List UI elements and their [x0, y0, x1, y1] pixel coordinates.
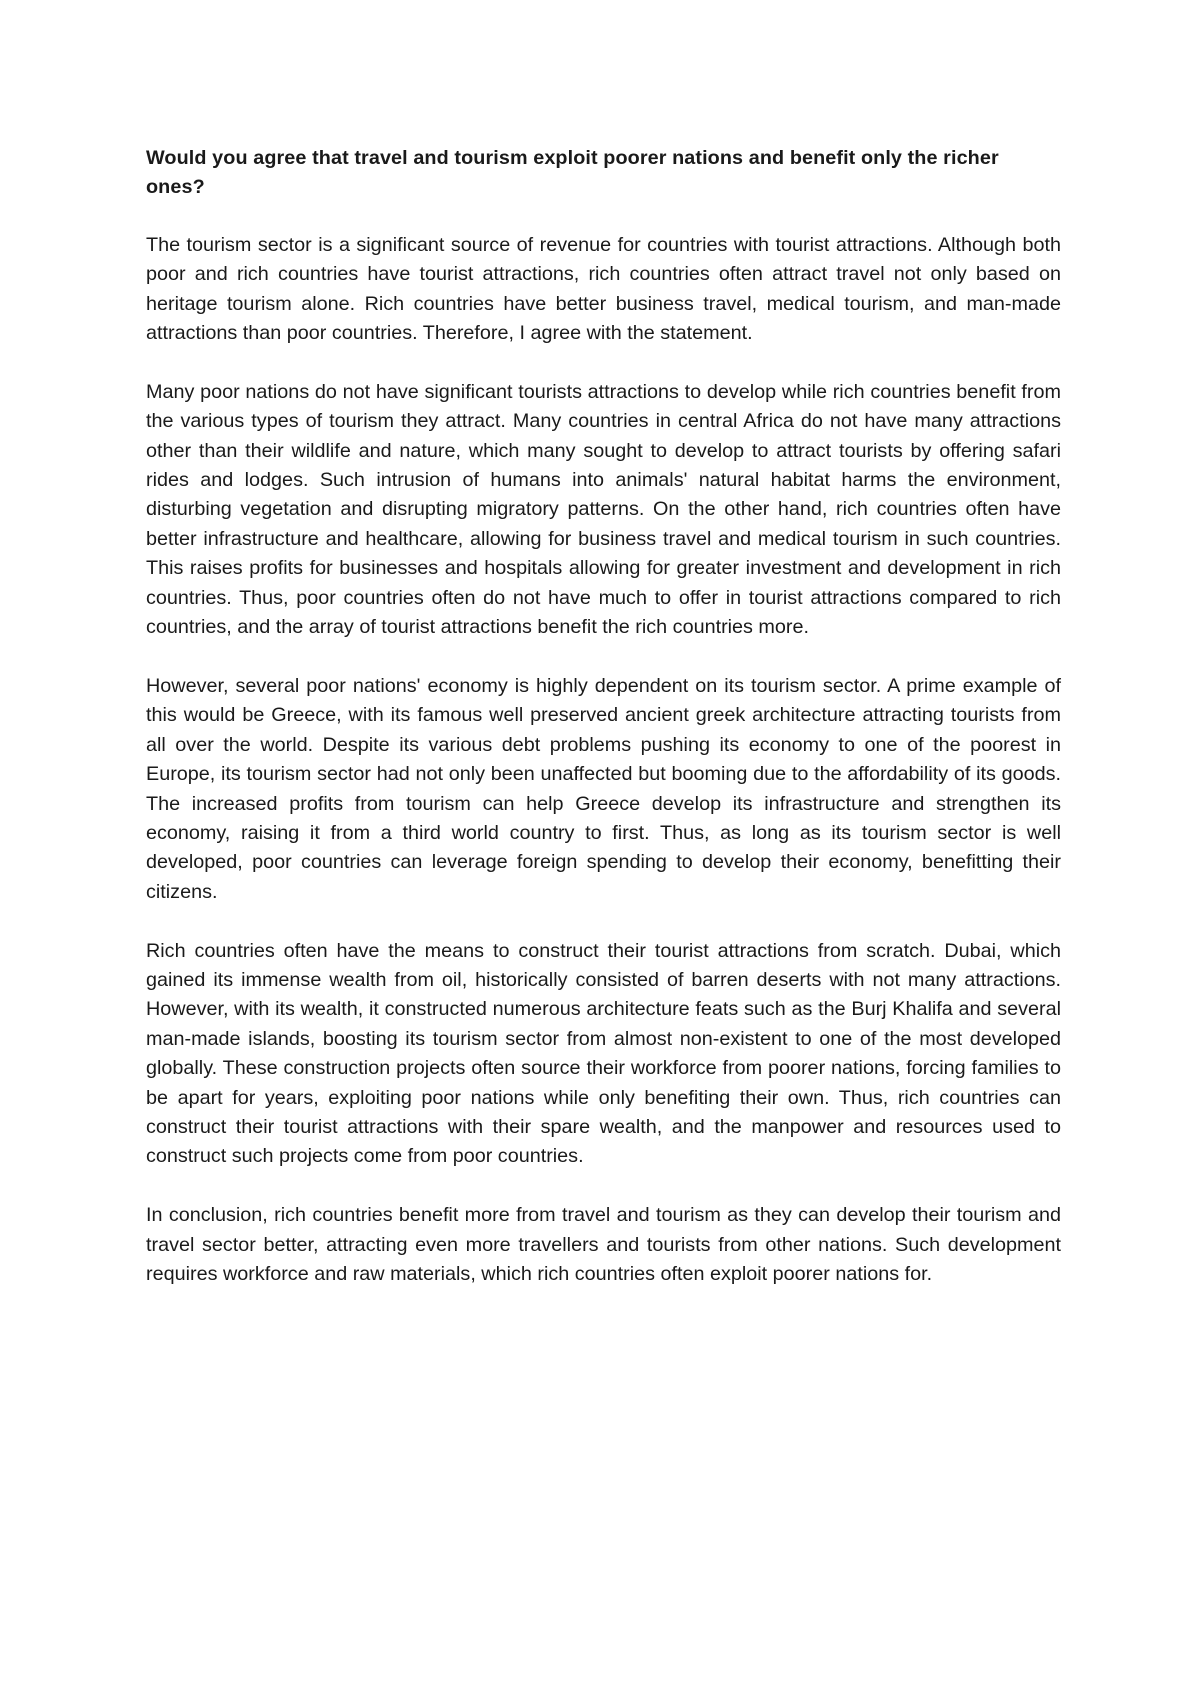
- paragraph-introduction: The tourism sector is a significant source of revenue for countries with tourist attractions. Although both poor and rich countries have tourist attractions, rich countries often attract travel not only based on heritage tourism alone. Rich countries have better business travel, medical tourism, and man-made attractions than poor countries. Therefore, I agree with the statement.: [146, 233, 1061, 345]
- paragraph-conclusion: In conclusion, rich countries benefit more from travel and tourism as they can develop their tourism and travel sector better, attracting even more travellers and tourists from other nations. Such development requires workforce and raw materials, which rich countries often exploit poorer nations for.: [146, 1204, 1061, 1285]
- document-page: [146, 144, 1061, 1289]
- paragraph-body-2: However, several poor nations' economy is highly dependent on its tourism sector. A prime example of this would be Greece, with its famous well preserved ancient greek architecture attracting tourists from all over the world. Despite its various debt problems pushing its economy to one of the poorest in Europe, its tourism sector had not only been unaffected but booming due to the affordability of its goods. The increased profits from tourism can help Greece develop its infrastructure and strengthen its economy, raising it from a third world country to first. Thus, as long as its tourism sector is well developed, poor countries can leverage foreign spending to develop their economy, benefitting their citizens.: [146, 674, 1061, 903]
- essay-question-title: Would you agree that travel and tourism exploit poorer nations and benefit only the richer ones?: [146, 147, 999, 199]
- paragraph-body-3: Rich countries often have the means to construct their tourist attractions from scratch. Dubai, which gained its immense wealth from oil, historically consisted of barren deserts with not many attractions. However, with its wealth, it constructed numerous architecture feats such as the Burj Khalifa and several man-made islands, boosting its tourism sector from almost non-existent to one of the most developed globally. These construction projects often source their workforce from poorer nations, forcing families to be apart for years, exploiting poor nations while only benefiting their own. Thus, rich countries can construct their tourist attractions with their spare wealth, and the manpower and resources used to construct such projects come from poor countries.: [146, 939, 1061, 1168]
- paragraph-body-1: Many poor nations do not have significant tourists attractions to develop while rich countries benefit from the various types of tourism they attract. Many countries in central Africa do not have many attractions other than their wildlife and nature, which many sought to develop to attract tourists by offering safari rides and lodges. Such intrusion of humans into animals' natural habitat harms the environment, disturbing vegetation and disrupting migratory patterns. On the other hand, rich countries often have better infrastructure and healthcare, allowing for business travel and medical tourism in such countries. This raises profits for businesses and hospitals allowing for greater investment and development in rich countries. Thus, poor countries often do not have much to offer in tourist attractions compared to rich countries, and the array of tourist attractions benefit the rich countries more.: [146, 380, 1061, 639]
